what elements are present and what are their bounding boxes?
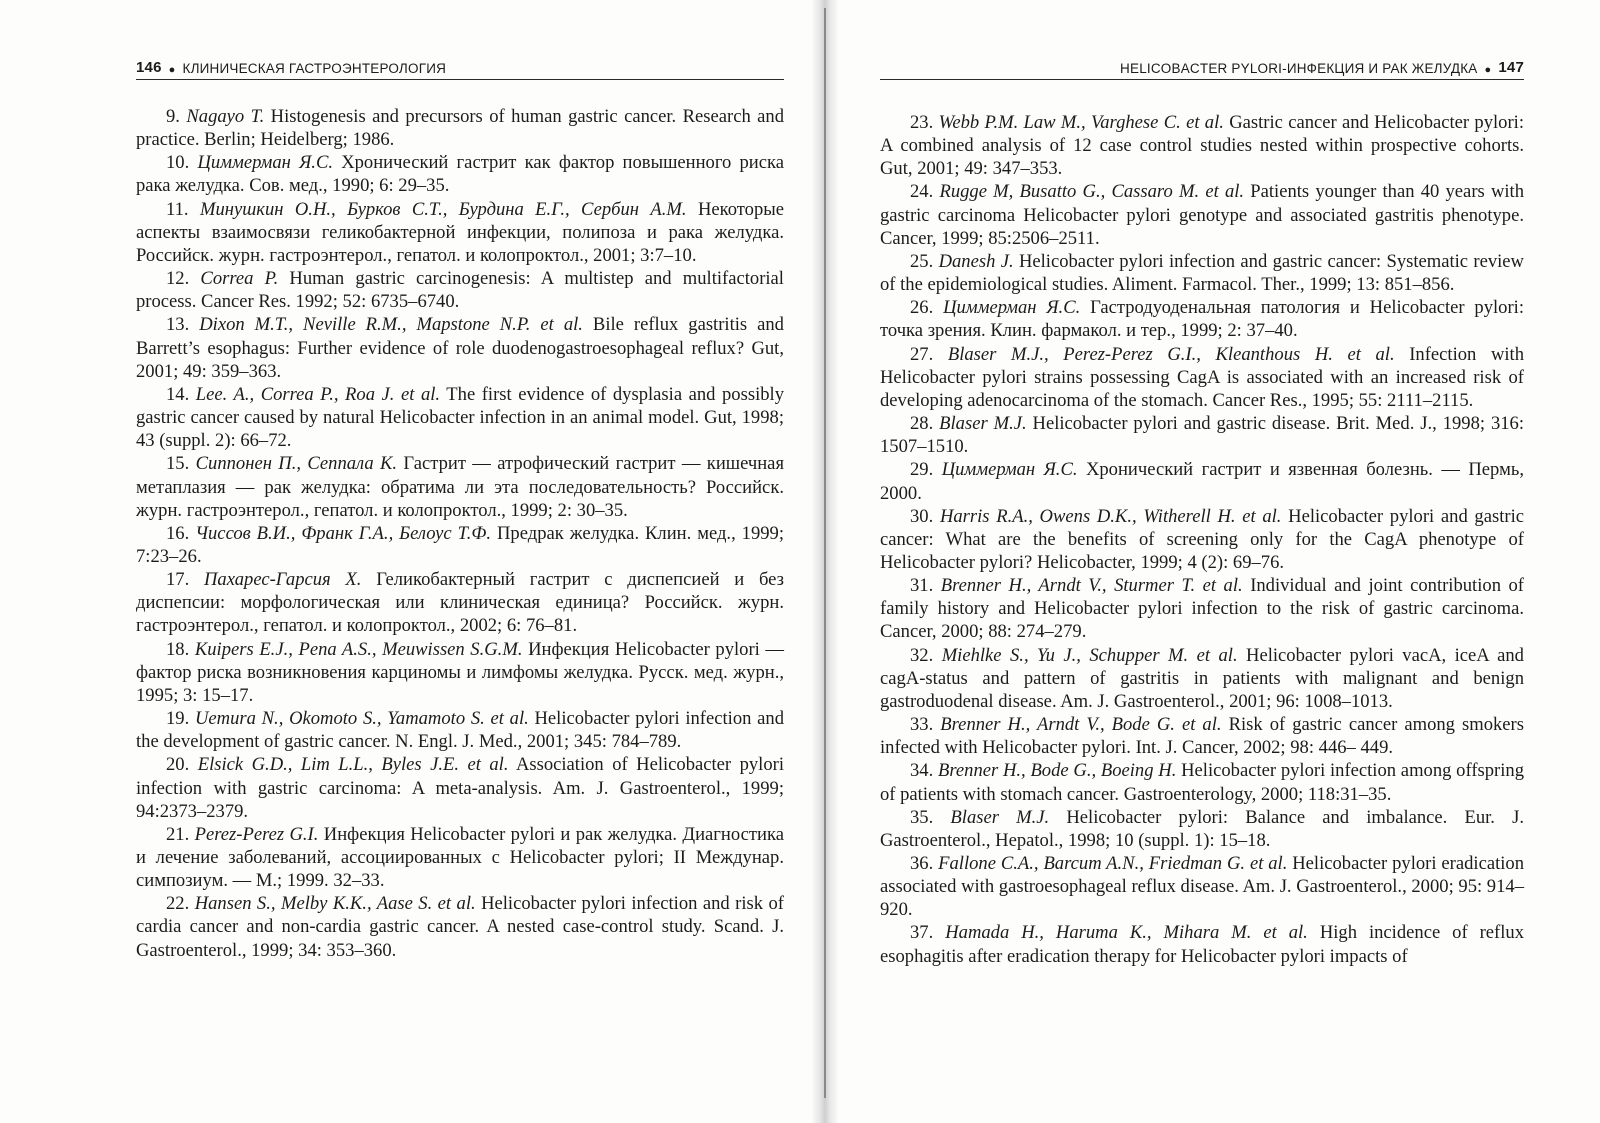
reference-item	[136, 267, 784, 313]
reference-authors: Kuipers E.J., Pena A.S., Meuwissen S.G.M.	[194, 638, 523, 660]
reference-authors: Lee. A., Correa P., Roa J. et al.	[195, 383, 441, 405]
reference-authors: Nagayo T.	[186, 106, 265, 127]
running-header: КЛИНИЧЕСКАЯ ГАСТРОЭНТЕРОЛОГИЯ	[182, 61, 447, 76]
reference-item	[880, 852, 1524, 921]
reference-authors: Correa P.	[200, 268, 279, 290]
reference-text: Хронический гастрит как фактор повышенного риска рака желудка. Сов. мед., 1990; 6: 29–35.	[136, 152, 784, 197]
reference-number: 16.	[166, 522, 190, 544]
reference-number: 14.	[166, 383, 190, 405]
reference-authors: Harris R.A., Owens D.K., Witherell H. et al.	[939, 505, 1282, 527]
reference-text: Helicobacter pylori infection and the development of gastric cancer. N. Engl. J. Med., 2001; 345: 784–789.	[136, 708, 784, 753]
reference-authors: Hansen S., Melby K.K., Aase S. et al.	[194, 893, 476, 915]
reference-number: 37.	[910, 922, 934, 944]
reference-number: 24.	[910, 181, 934, 203]
reference-text: Helicobacter pylori eradication associated with gastroesophageal reflux disease. Am. J. Gastroenterol., 2000; 95: 914–920.	[880, 853, 1524, 921]
reference-text: Helicobacter pylori vacA, iceA and cagA-status and pattern of gastritis in patients with malignant and benign gastroduodenal disease. Am. J. Gastroenterol., 2001; 96: 1008–1013.	[880, 644, 1524, 712]
reference-authors: Пахарес-Гарсия Х.	[204, 569, 362, 591]
reference-text: Helicobacter pylori and gastric disease. Brit. Med. J., 1998; 316: 1507–1510.	[880, 413, 1524, 458]
reference-item	[136, 313, 784, 382]
reference-authors: Miehlke S., Yu J., Schupper M. et al.	[941, 644, 1238, 666]
reference-item	[880, 111, 1524, 180]
reference-authors: Blaser M.J., Perez-Perez G.I., Kleanthous H. et al.	[947, 343, 1395, 365]
book-gutter-line	[824, 8, 826, 1098]
reference-item	[136, 568, 784, 637]
reference-authors: Чиссов В.И., Франк Г.А., Белоус Т.Ф.	[195, 522, 492, 544]
reference-text: Геликобактерный гастрит с диспепсией и без диспепсии: морфологическая или клиническая единица? Российск. журн. гастроэнтерол., гепатол. и колопроктол., 2002; 6: 76–81.	[136, 569, 784, 637]
bullet-separator-icon: ●	[168, 64, 176, 76]
reference-authors: Brenner H., Arndt V., Bode G. et al.	[940, 714, 1222, 736]
reference-text: Human gastric carcinogenesis: A multistep and multifactorial process. Cancer Res. 1992; 52: 6735–6740.	[136, 268, 784, 313]
reference-item	[880, 296, 1524, 342]
reference-item	[136, 383, 784, 452]
reference-item	[136, 892, 784, 961]
reference-number: 30.	[910, 505, 934, 527]
reference-number: 32.	[910, 644, 934, 666]
reference-item	[136, 753, 784, 822]
reference-item	[136, 151, 784, 197]
reference-text: Patients younger than 40 years with gastric carcinoma Helicobacter pylori genotype and associated gastritis phenotype. Cancer, 1999; 85:2506–2511.	[880, 181, 1525, 249]
reference-text: Helicobacter pylori infection and gastric cancer: Systematic review of the epidemiological studies. Aliment. Farmacol. Ther., 1999; 13: 851–856.	[880, 250, 1524, 296]
reference-text: Histogenesis and precursors of human gastric cancer. Research and practice. Berlin; Heidelberg; 1986.	[136, 106, 784, 151]
reference-authors: Сиппонен П., Сеппала К.	[195, 453, 398, 475]
reference-text: Гастрит — атрофический гастрит — кишечная метаплазия — рак желудка: обратима ли эта последовательность? Российск. журн. гастроэнтерол., гепатол. и колопроктол., 1999; 2: 30–35.	[136, 453, 784, 521]
reference-item	[880, 574, 1524, 643]
reference-authors: Blaser M.J.	[950, 806, 1050, 828]
reference-text: Helicobacter pylori infection and risk of cardia cancer and non-cardia gastric cancer. A nested case-control study. Scand. J. Gastroenterol., 1999; 34: 353–360.	[136, 893, 784, 961]
left-page-header	[136, 54, 784, 80]
reference-number: 13.	[166, 314, 190, 336]
reference-item	[880, 250, 1524, 296]
reference-number: 21.	[166, 823, 190, 845]
reference-text: High incidence of reflux esophagitis after eradication therapy for Helicobacter pylori impacts of	[880, 922, 1524, 967]
reference-text: Хронический гастрит и язвенная болезнь. — Пермь, 2000.	[880, 459, 1524, 504]
reference-number: 9.	[166, 106, 180, 127]
reference-authors: Elsick G.D., Lim L.L., Byles J.E. et al.	[197, 754, 509, 776]
reference-authors: Brenner H., Arndt V., Sturmer T. et al.	[940, 575, 1243, 597]
reference-authors: Dixon M.T., Neville R.M., Mapstone N.P. et al.	[199, 314, 583, 336]
reference-item	[880, 412, 1524, 458]
reference-text: Infection with Helicobacter pylori strains possessing CagA is associated with an increased risk of developing adenocarcinoma of the stomach. Cancer Res., 1995; 55: 2111–2115.	[880, 343, 1524, 411]
reference-number: 19.	[166, 708, 190, 730]
reference-authors: Blaser M.J.	[939, 413, 1027, 435]
reference-item	[136, 452, 784, 521]
reference-item	[880, 644, 1524, 713]
page-number: 147	[1498, 59, 1524, 76]
reference-item	[880, 343, 1524, 412]
bullet-separator-icon: ●	[1484, 64, 1492, 76]
reference-number: 10.	[166, 152, 190, 174]
reference-authors: Danesh J.	[938, 250, 1014, 272]
reference-number: 15.	[166, 453, 190, 475]
reference-number: 27.	[910, 343, 934, 365]
right-page-header	[880, 54, 1524, 80]
reference-authors: Brenner H., Bode G., Boeing H.	[938, 760, 1177, 782]
reference-text: Helicobacter pylori and gastric cancer: What are the benefits of screening only for the CagA phenotype of Helicobacter pylori? Helicobacter, 1999; 4 (2): 69–76.	[880, 505, 1524, 573]
reference-authors: Циммерман Я.С.	[941, 459, 1078, 481]
reference-authors: Webb P.M. Law M., Varghese C. et al.	[938, 112, 1224, 133]
reference-text: Helicobacter pylori infection among offspring of patients with stomach cancer. Gastroenterology, 2000; 118:31–35.	[880, 760, 1524, 805]
reference-item	[136, 522, 784, 568]
reference-number: 22.	[166, 893, 190, 915]
reference-text: Bile reflux gastritis and Barrett’s esophagus: Further evidence of role duodenogastroesophageal reflux? Gut, 2001; 49: 359–363.	[136, 314, 784, 382]
reference-item	[880, 505, 1524, 574]
reference-number: 33.	[910, 714, 934, 736]
reference-number: 18.	[166, 638, 190, 660]
reference-item	[880, 713, 1524, 759]
reference-text: Association of Helicobacter pylori infection with gastric carcinoma: A meta-analysis. Am. J. Gastroenterol., 1999; 94:2373–2379.	[136, 754, 785, 822]
reference-item	[880, 921, 1524, 967]
reference-authors: Perez-Perez G.I.	[194, 823, 319, 845]
reference-number: 36.	[910, 853, 934, 874]
reference-list	[880, 111, 1524, 968]
reference-authors: Hamada H., Haruma K., Mihara M. et al.	[945, 922, 1308, 944]
reference-authors: Циммерман Я.С.	[197, 152, 334, 174]
reference-item	[880, 759, 1524, 805]
reference-item	[136, 105, 784, 151]
reference-list	[136, 105, 784, 962]
reference-text: Гастродуоденальная патология и Helicobacter pylori: точка зрения. Клин. фармакол. и тер., 1999; 2: 37–40.	[880, 297, 1525, 342]
reference-text: Инфекция Helicobacter pylori — фактор риска возникновения карциномы и лимфомы желудка. Русск. мед. журн., 1995; 3: 15–17.	[136, 638, 784, 706]
page-number: 146	[136, 59, 162, 76]
reference-number: 17.	[166, 569, 190, 591]
reference-number: 29.	[910, 459, 934, 481]
reference-number: 23.	[910, 112, 934, 133]
reference-authors: Циммерман Я.С.	[943, 297, 1081, 319]
reference-item	[880, 806, 1524, 852]
reference-text: Предрак желудка. Клин. мед., 1999; 7:23–26.	[136, 522, 785, 567]
reference-item	[136, 823, 784, 892]
reference-text: Risk of gastric cancer among smokers infected with Helicobacter pylori. Int. J. Cancer, 2002; 98: 446– 449.	[880, 714, 1524, 759]
reference-text: Некоторые аспекты взаимосвязи геликобактерной инфекции, полипоза и рака желудка. Российск. журн. гастроэнтерол., гепатол. и колопроктол., 2001; 3:7–10.	[136, 198, 784, 266]
reference-text: Gastric cancer and Helicobacter pylori: A combined analysis of 12 case control studies nested within prospective cohorts. Gut, 2001; 49: 347–353.	[880, 112, 1525, 180]
reference-item	[136, 638, 784, 707]
reference-item	[136, 707, 784, 753]
reference-number: 31.	[910, 575, 934, 597]
reference-text: Helicobacter pylori: Balance and imbalance. Eur. J. Gastroenterol., Hepatol., 1998; 10 (suppl. 1): 15–18.	[880, 806, 1524, 851]
reference-number: 12.	[166, 268, 190, 290]
reference-item	[136, 198, 784, 267]
reference-number: 34.	[910, 760, 934, 782]
reference-item	[880, 458, 1524, 504]
reference-authors: Rugge M, Busatto G., Cassaro M. et al.	[939, 181, 1245, 203]
reference-number: 35.	[910, 806, 934, 828]
reference-authors: Минушкин О.Н., Бурков С.Т., Бурдина Е.Г., Сербин А.М.	[199, 198, 687, 220]
reference-number: 11.	[166, 198, 189, 220]
running-header: HELICOBACTER PYLORI-ИНФЕКЦИЯ И РАК ЖЕЛУДКА	[1120, 61, 1478, 76]
reference-number: 26.	[910, 297, 934, 319]
reference-number: 20.	[166, 754, 190, 776]
reference-text: Инфекция Helicobacter pylori и рак желудка. Диагностика и лечение заболеваний, ассоциированных с Helicobacter pylori; II Междунар. симпозиум. — М.; 1999. 32–33.	[136, 823, 784, 892]
reference-item	[880, 180, 1524, 249]
reference-text: The first evidence of dysplasia and possibly gastric cancer caused by natural Helicobacter infection in an animal model. Gut, 1998; 43 (suppl. 2): 66–72.	[136, 383, 784, 452]
reference-authors: Fallone C.A., Barcum A.N., Friedman G. et al.	[938, 853, 1288, 874]
reference-number: 28.	[910, 413, 934, 435]
reference-authors: Uemura N., Okomoto S., Yamamoto S. et al.	[194, 708, 529, 730]
reference-text: Individual and joint contribution of family history and Helicobacter pylori infection to the risk of gastric carcinoma. Cancer, 2000; 88: 274–279.	[880, 575, 1524, 643]
reference-number: 25.	[910, 250, 934, 272]
